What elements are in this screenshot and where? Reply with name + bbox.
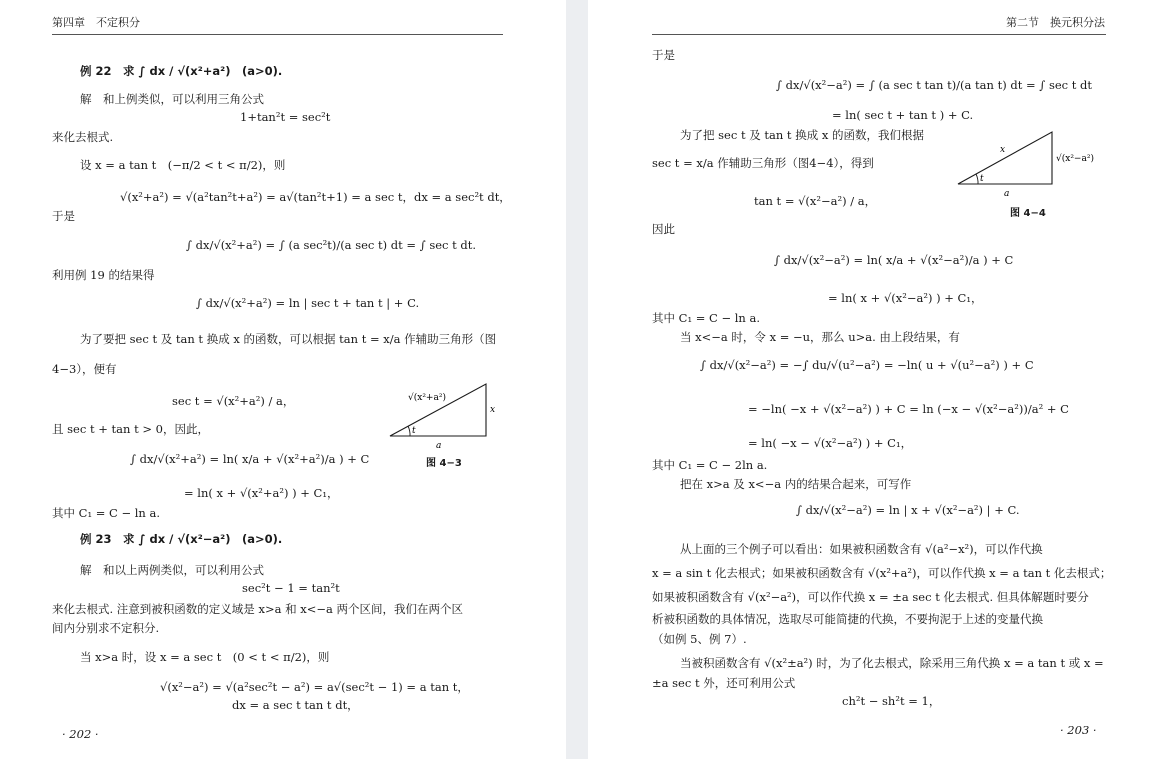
formula: ∫ dx/√(x²−a²) = ln( x/a + √(x²−a²)/a ) + C [774,253,1014,267]
figure-caption: 图 4−3 [426,458,462,469]
formula: = ln( x + √(x²−a²) ) + C₁， [828,291,983,305]
angle-arc [976,174,978,184]
figure-4-4-triangle [954,128,1094,198]
body-text: x = a sin t 化去根式；如果被积函数含有 √(x²+a²)，可以作代换 x = a tan t 化去根式； [652,566,1112,580]
body-text: ±a sec t 外，还可利用公式 [652,676,796,690]
body-text: 设 x = a tan t (−π/2 < t < π/2)，则 [80,158,286,172]
body-text: 于是 [52,209,75,223]
body-text: 其中 C₁ = C − ln a. [52,506,161,520]
header-rule [52,34,503,35]
left-page [0,0,566,759]
formula: = ln( x + √(x²+a²) ) + C₁， [184,486,339,500]
body-text: 其中 C₁ = C − ln a. [652,311,761,325]
body-text: 因此 [652,222,675,236]
angle-label: t [980,174,984,184]
formula: sec t = √(x²+a²) / a， [172,394,295,408]
angle-label: t [412,426,416,436]
header-rule [652,34,1106,35]
formula: ∫ dx/√(x²−a²) = ∫ (a sec t tan t)/(a tan t) dt = ∫ sec t dt [776,78,1093,92]
formula: sec²t − 1 = tan²t [242,581,340,595]
formula: ∫ dx/√(x²−a²) = −∫ du/√(u²−a²) = −ln( u + √(u²−a²) ) + C [700,358,1034,372]
body-text: 于是 [652,48,675,62]
hypotenuse-label: √(x²+a²) [408,393,446,403]
body-text: 当被积函数含有 √(x²±a²) 时，为了化去根式，除采用三角代换 x = a tan t 或 x = [680,656,1104,670]
chapter-header: 第四章 不定积分 [52,16,140,29]
formula: = −ln( −x + √(x²−a²) ) + C = ln (−x − √(x²−a²))/a² + C [748,402,1069,416]
formula: tan t = √(x²−a²) / a， [754,194,877,208]
body-text: 利用例 19 的结果得 [52,268,155,282]
body-text: 且 sec t + tan t > 0，因此， [52,422,209,436]
figure-caption: 图 4−4 [1010,208,1046,219]
formula: = ln( −x − √(x²−a²) ) + C₁， [748,436,913,450]
triangle-shape [958,132,1052,184]
body-text: 其中 C₁ = C − 2ln a. [652,458,768,472]
body-text: 把在 x>a 及 x<−a 内的结果合起来，可写作 [680,477,912,491]
right-page [588,0,1152,759]
opposite-label: √(x²−a²) [1056,154,1094,164]
formula: ch²t − sh²t = 1， [842,694,941,708]
body-text: 来化去根式. [52,130,114,144]
body-text: 当 x>a 时，设 x = a sec t (0 < t < π/2)，则 [80,650,330,664]
body-text: 析被积函数的具体情况，选取尽可能简捷的代换，不要拘泥于上述的变量代换 [652,612,1043,626]
formula: ∫ dx/√(x²+a²) = ln | sec t + tan t | + C. [196,296,420,310]
example-23-title: 例 23 求 ∫ dx / √(x²−a²) (a>0). [80,532,283,546]
body-text: （如例 5、例 7）. [652,632,747,646]
formula: dx = a sec t tan t dt， [232,698,359,712]
body-text: sec t = x/a 作辅助三角形（图4−4），得到 [652,156,874,170]
example-22-title: 例 22 求 ∫ dx / √(x²+a²) (a>0). [80,64,283,78]
body-text: 为了要把 sec t 及 tan t 换成 x 的函数，可以根据 tan t = x/a 作辅助三角形（图 [80,332,497,346]
adjacent-label: a [436,441,442,451]
formula: ∫ dx/√(x²+a²) = ∫ (a sec²t)/(a sec t) dt = ∫ sec t dt. [186,238,477,252]
page-gutter [566,0,588,759]
formula: 1+tan²t = sec²t [240,110,331,124]
formula: √(x²+a²) = √(a²tan²t+a²) = a√(tan²t+1) = a sec t，dx = a sec²t dt， [120,190,511,204]
page-number: · 202 · [62,727,99,741]
formula: ∫ dx/√(x²−a²) = ln | x + √(x²−a²) | + C. [796,503,1020,517]
adjacent-label: a [1004,189,1010,199]
body-text: 如果被积函数含有 √(x²−a²)，可以作代换 x = ±a sec t 化去根式. 但具体解题时要分 [652,590,1089,604]
formula: = ln( sec t + tan t ) + C. [832,108,974,122]
section-header: 第二节 换元积分法 [1006,16,1105,29]
triangle-shape [390,384,486,436]
figure-4-3-triangle [386,380,498,451]
body-text: 4−3），便有 [52,362,117,376]
body-text: 从上面的三个例子可以看出：如果被积函数含有 √(a²−x²)，可以作代换 [680,542,1043,556]
formula: √(x²−a²) = √(a²sec²t − a²) = a√(sec²t − 1) = a tan t， [160,680,469,694]
angle-arc [408,426,410,436]
body-text: 当 x<−a 时，令 x = −u，那么 u>a. 由上段结果，有 [680,330,960,344]
body-text: 来化去根式. 注意到被积函数的定义域是 x>a 和 x<−a 两个区间，我们在两个区 [52,602,464,616]
opposite-label: x [490,405,496,415]
solution-text: 解 和上例类似，可以利用三角公式 [80,92,264,106]
body-text: 间内分别求不定积分. [52,621,160,635]
body-text: 为了把 sec t 及 tan t 换成 x 的函数，我们根据 [680,128,925,142]
solution-text: 解 和以上两例类似，可以利用公式 [80,563,264,577]
formula: ∫ dx/√(x²+a²) = ln( x/a + √(x²+a²)/a ) + C [130,452,370,466]
hypotenuse-label: x [1000,145,1006,155]
page-number: · 203 · [1060,723,1097,737]
